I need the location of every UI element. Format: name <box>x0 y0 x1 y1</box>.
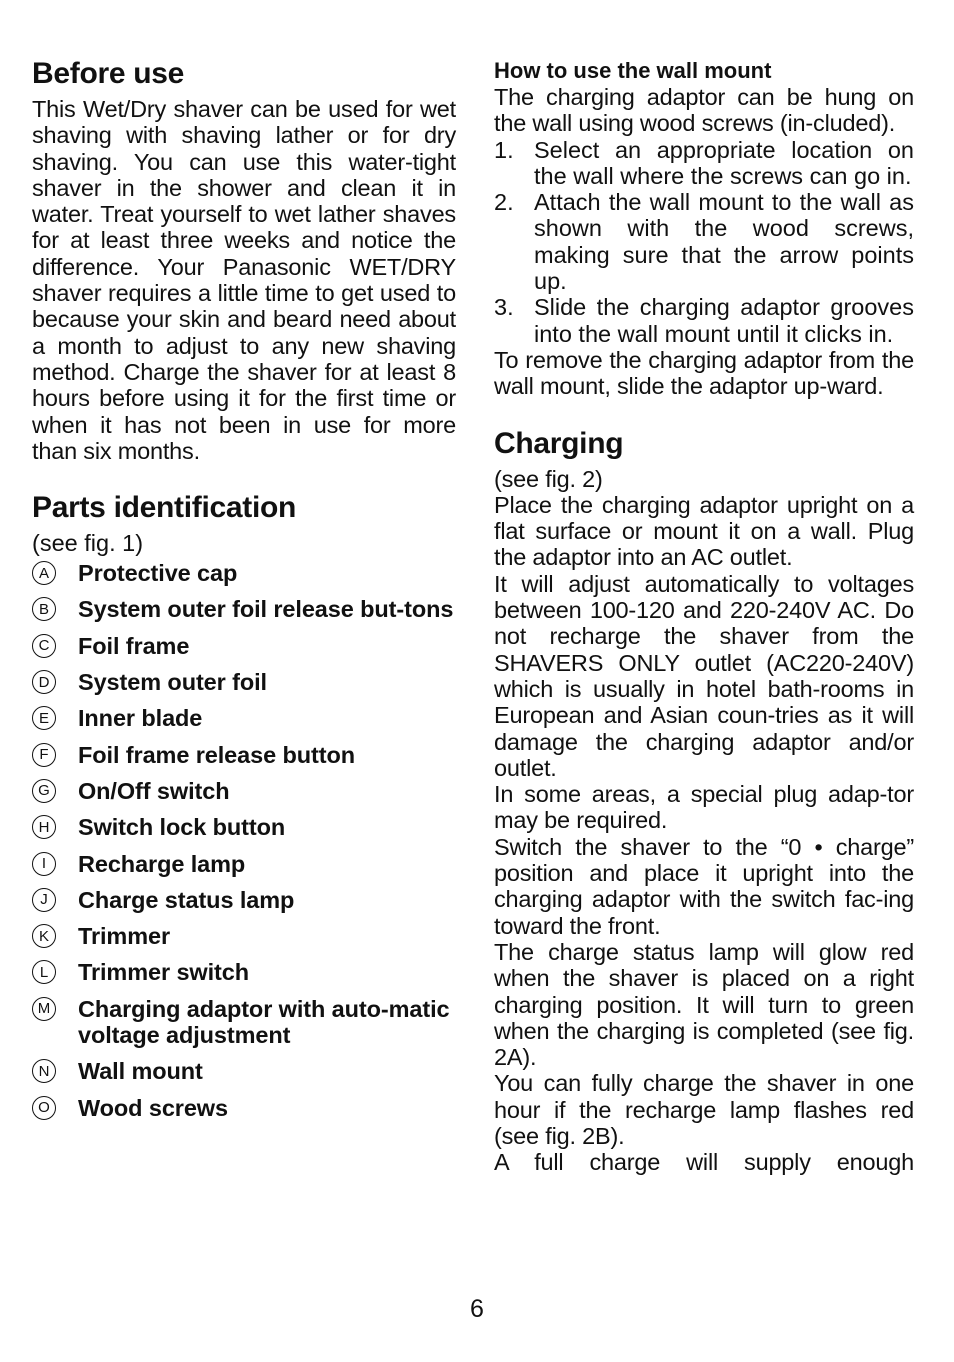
circled-letter-icon: K <box>32 924 56 948</box>
wall-mount-intro: The charging adaptor can be hung on the wall using wood screws (in-cluded). <box>494 84 914 137</box>
left-column <box>32 56 456 1131</box>
part-name: Recharge lamp <box>78 850 246 877</box>
step-number: 1. <box>494 136 514 163</box>
circled-letter-icon: B <box>32 597 56 621</box>
parts-section <box>32 490 456 1121</box>
part-name: Wood screws <box>78 1094 228 1121</box>
circled-letter-icon: G <box>32 779 56 803</box>
part-item <box>32 887 456 913</box>
charging-paragraph: You can fully charge the shaver in one hour if the recharge lamp flashes red (see fig. 2B). <box>494 1070 914 1149</box>
wall-mount-outro: To remove the charging adaptor from the wall mount, slide the adaptor up-ward. <box>494 346 914 400</box>
part-name: System outer foil <box>78 669 267 696</box>
part-item <box>32 669 456 695</box>
circled-letter-icon: C <box>32 634 56 658</box>
part-item <box>32 778 456 804</box>
charging-paragraph: It will adjust automatically to voltages between 100-120 and 220-240V AC. Do not recharge the shaver from the SHAVERS ONLY outlet (AC220-240V) which is usually in hotel bath-rooms in European and Asian coun-tries as it will damage the charging adaptor and/or outlet. <box>494 570 914 781</box>
part-item <box>32 996 456 1049</box>
part-item <box>32 1095 456 1121</box>
step-item <box>494 294 914 347</box>
charging-paragraph: A full charge will supply enough <box>494 1149 914 1176</box>
charging-paragraph: Switch the shaver to the “0 • charge” position and place it upright into the charging adaptor with the switch fac-ing toward the front. <box>494 833 914 939</box>
part-item <box>32 959 456 985</box>
part-item <box>32 742 456 768</box>
before-use-text: This Wet/Dry shaver can be used for wet shaving with shaving lather or for dry shaving. You can use this water-tight shaver in the shower and clean it in water. Treat yourself to wet lather shaves for at least three weeks and notice the difference. Your Panasonic WET/DRY shaver requires a little time to get used to because your skin and beard need about a month to adjust to any new shaving method. Charge the shaver for at least 8 hours before using it for the first time or when it has not been in use for more than six months. <box>32 96 456 464</box>
part-item <box>32 814 456 840</box>
part-name: Wall mount <box>78 1058 203 1085</box>
part-name: Foil frame release button <box>78 741 355 768</box>
step-item <box>494 137 914 190</box>
part-name: Inner blade <box>78 705 203 732</box>
charging-paragraph: In some areas, a special plug adap-tor may be required. <box>494 781 914 834</box>
step-number: 2. <box>494 189 514 216</box>
circled-letter-icon: E <box>32 706 56 730</box>
part-name: Trimmer switch <box>78 959 249 986</box>
parts-heading: Parts identification <box>32 491 297 525</box>
circled-letter-icon: D <box>32 670 56 694</box>
part-item <box>32 560 456 586</box>
parts-figure-note: (see fig. 1) <box>32 530 144 557</box>
circled-letter-icon: F <box>32 743 56 767</box>
wall-mount-section <box>494 58 914 400</box>
charging-section <box>494 426 914 1176</box>
part-item <box>32 851 456 877</box>
wall-mount-steps <box>494 137 914 347</box>
part-name: Protective cap <box>78 560 238 587</box>
step-number: 3. <box>494 294 514 321</box>
part-item <box>32 596 456 622</box>
charging-figure-note: (see fig. 2) <box>494 465 603 492</box>
circled-letter-icon: H <box>32 815 56 839</box>
part-item <box>32 1058 456 1084</box>
circled-letter-icon: A <box>32 561 56 585</box>
part-name: System outer foil release but-tons <box>78 596 454 623</box>
step-text: Select an appropriate location on the wall where the screws can go in. <box>534 136 914 189</box>
part-name: Foil frame <box>78 632 190 659</box>
wall-mount-heading: How to use the wall mount <box>494 58 772 83</box>
part-name: Charge status lamp <box>78 886 295 913</box>
charging-heading: Charging <box>494 426 624 460</box>
part-name: Charging adaptor with auto-matic voltage adjustment <box>78 995 450 1049</box>
part-name: Switch lock button <box>78 814 286 841</box>
step-text: Attach the wall mount to the wall as shown with the wood screws, making sure that the arrow points up. <box>534 189 914 295</box>
part-name: Trimmer <box>78 923 171 950</box>
charging-paragraph: Place the charging adaptor upright on a flat surface or mount it on a wall. Plug the adaptor into an AC outlet. <box>494 491 914 571</box>
page-number: 6 <box>470 1295 484 1323</box>
circled-letter-icon: I <box>32 852 56 876</box>
step-text: Slide the charging adaptor grooves into the wall mount until it clicks in. <box>534 294 914 347</box>
step-item <box>494 189 914 294</box>
circled-letter-icon: O <box>32 1096 56 1120</box>
circled-letter-icon: J <box>32 888 56 912</box>
part-item <box>32 705 456 731</box>
part-name: On/Off switch <box>78 777 230 804</box>
circled-letter-icon: L <box>32 960 56 984</box>
part-item <box>32 923 456 949</box>
parts-list <box>32 560 456 1121</box>
circled-letter-icon: N <box>32 1059 56 1083</box>
part-item <box>32 633 456 659</box>
circled-letter-icon: M <box>32 997 56 1021</box>
right-column <box>494 58 914 1176</box>
before-use-section <box>32 56 456 464</box>
before-use-heading: Before use <box>32 57 185 90</box>
charging-paragraph: The charge status lamp will glow red when the shaver is placed on a right charging position. It will turn to green when the charging is completed (see fig. 2A). <box>494 938 914 1071</box>
